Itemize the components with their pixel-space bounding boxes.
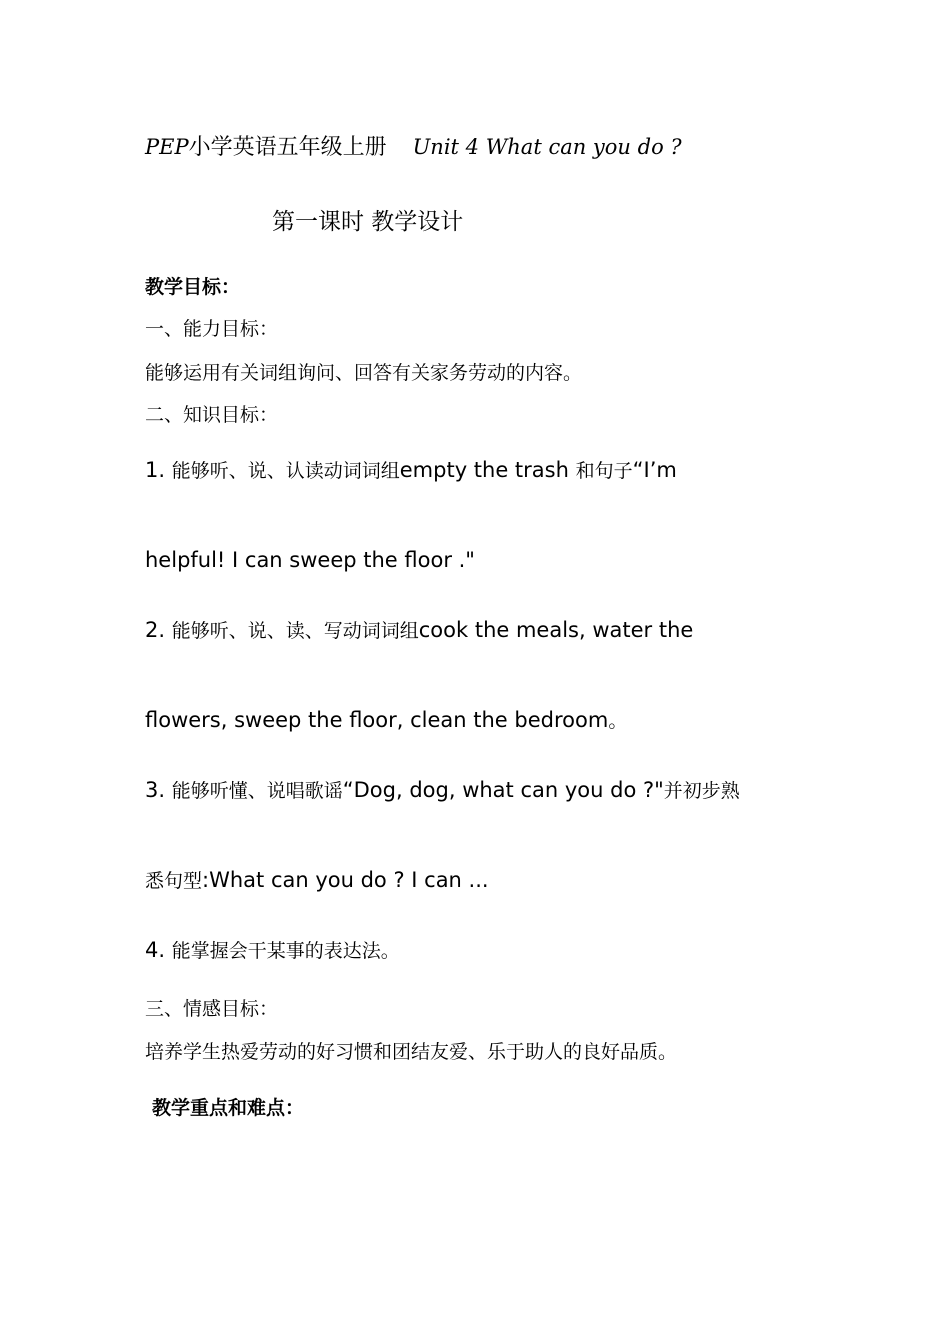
item-3-chant: “Dog, dog, what can you do ?" — [342, 778, 664, 802]
item-4-chinese: 能掌握会干某事的表达法。 — [171, 940, 400, 962]
title-chinese: 小学英语五年级上册 — [188, 135, 387, 160]
item-2-chinese: 能够听、说、读、写动词词组 — [171, 620, 419, 642]
knowledge-item-3 — [145, 780, 740, 801]
item-2-phrases-continued: flowers, sweep the floor, clean the bedroom — [145, 708, 609, 732]
item-1-phrase: empty the trash — [399, 458, 569, 482]
item-2-punct: 。 — [608, 710, 628, 732]
item-1-quote-start: “I’m — [632, 458, 677, 482]
key-points-heading: 教学重点和难点： — [152, 1097, 305, 1119]
item-2-phrases: cook the meals, water the — [418, 618, 694, 642]
item-1-number: 1. — [145, 458, 166, 482]
title-unit: Unit 4 What can you do ? — [412, 135, 682, 159]
emotion-heading: 三、情感目标： — [145, 998, 279, 1020]
title-prefix: PEP — [145, 135, 189, 159]
objectives-heading: 教学目标： — [145, 276, 241, 298]
knowledge-item-1 — [145, 460, 677, 481]
document-title — [145, 137, 682, 159]
knowledge-item-3-continued — [145, 870, 489, 891]
lesson-subtitle: 第一课时 教学设计 — [272, 209, 464, 235]
item-3-number: 3. — [145, 778, 166, 802]
knowledge-item-2-continued — [145, 710, 627, 731]
item-3-chinese-2: 并初步熟 — [663, 780, 740, 802]
ability-text: 能够运用有关词组询问、回答有关家务劳动的内容。 — [145, 362, 583, 384]
item-1-chinese-2: 和句子 — [575, 460, 633, 482]
item-3-pattern-label: 悉句型 — [145, 870, 203, 892]
knowledge-item-1-continued: helpful! I can sweep the floor ." — [145, 548, 475, 572]
knowledge-item-4 — [145, 940, 400, 961]
knowledge-heading: 二、知识目标： — [145, 404, 279, 426]
item-1-chinese: 能够听、说、认读动词词组 — [171, 460, 400, 482]
item-2-number: 2. — [145, 618, 166, 642]
knowledge-item-2 — [145, 620, 693, 641]
item-4-number: 4. — [145, 938, 166, 962]
item-3-pattern: :What can you do ? I can ... — [202, 868, 489, 892]
emotion-text: 培养学生热爱劳动的好习惯和团结友爱、乐于助人的良好品质。 — [145, 1041, 678, 1063]
ability-heading: 一、能力目标： — [145, 318, 279, 340]
item-3-chinese: 能够听懂、说唱歌谣 — [171, 780, 343, 802]
